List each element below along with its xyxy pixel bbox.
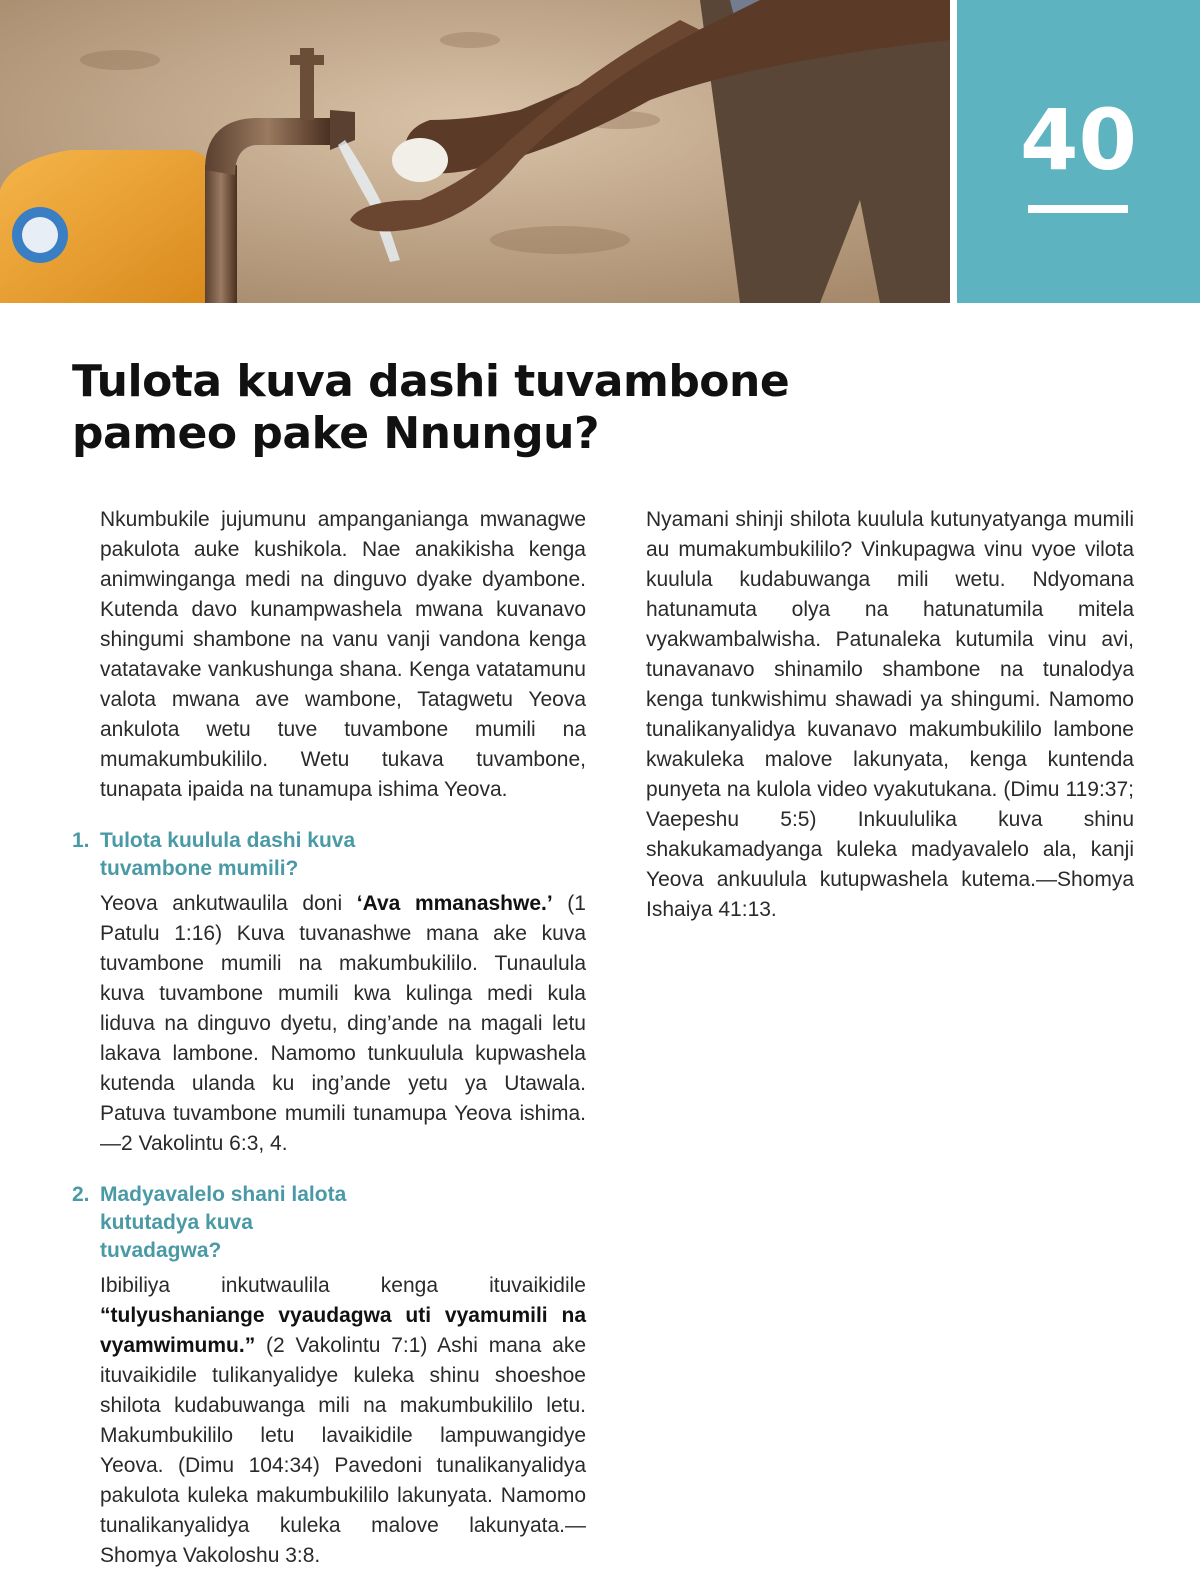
section-1-text-a: Yeova ankutwaulila doni [100, 892, 357, 915]
question-2-number: 2. [72, 1183, 90, 1206]
lesson-number: 40 [1020, 91, 1137, 189]
section-2-paragraph [72, 1271, 586, 1571]
section-2-paragraph-2: Nyamani shinji shilota kuulula kutunyatyanga mumili au mumakumbukililo? Vinkupagwa vinu vyoe vilota kuulula kudabuwanga mili wetu. Ndyomana hatunamuta olya na hatunatumila mitela vyakwambalwisha. Patunaleka kutumila vinu avi, tunavanavo shinamilo shambone na tunalodya kenga tunkwishimu shawadi ya shingumi. Namomo tunalikanyalidya kuvanavo makumbukililo lambone kwakuleka malove lakunyata, kenga kuntenda punyeta na kulola video vyakutukana. (Dimu 119:37; Vaepeshu 5:5) Inkuululika kuva shinu shakukamadyanga kuleka madyavalelo ala, kanji Yeova ankuulula kutupwashela kutema.—Shomya Ishaiya 41:13. [646, 508, 1134, 921]
right-column [646, 505, 1134, 925]
intro-paragraph: Nkumbukile jujumunu ampanganianga mwanagwe pakulota auke kushikola. Nae anakikisha kenga animwinganga medi na dinguvo dyake dyambone. Kutenda davo kunampwashela mwana kuvanavo shingumi shambone na vanu vanji vandona kenga vatatavake vankushunga shana. Kenga vatatamunu valota mwana ave wambone, Tatagwetu Yeova ankulota wetu tuve tuvambone mumili na mumakumbukililo. Wetu tukava tuvambone, tunapata ipaida na tunamupa ishima Yeova. [100, 508, 586, 801]
section-2-emphasis: “tulyushaniange vyaudagwa uti vyamumili na vyamwimumu.” [100, 1304, 586, 1357]
lesson-number-box [957, 0, 1200, 303]
question-1-heading [72, 827, 586, 883]
hero-photo [0, 0, 950, 303]
section-1-text-b: (1 Patulu 1:16) Kuva tuvanashwe mana ake kuva tuvambone mumili na makumbukililo. Tunaulula kuva tuvambone mumili kwa kulinga medi kula liduva na dinguvo dyetu, ding’ande na magali letu lakava lambone. Namomo tunkuulula kupwashela kutenda ulanda ku ing’ande yetu ya Utawala. Patuva tuvambone mumili tunamupa Yeova ishima.—2 Vakolintu 6:3, 4. [100, 892, 586, 1155]
section-1-paragraph [72, 889, 586, 1159]
handwashing-illustration [0, 0, 950, 303]
left-column [72, 505, 586, 1571]
question-2-heading [72, 1181, 586, 1265]
question-1-number: 1. [72, 829, 90, 852]
section-1-emphasis: ‘Ava mmanashwe.’ [356, 892, 553, 915]
lesson-underline [1028, 205, 1128, 213]
section-2-text-b: (2 Vakolintu 7:1) Ashi mana ake ituvaikidile tulikanyalidye kuleka shinu shoeshoe shilota kudabuwanga mili na makumbukililo letu. Makumbukililo letu lavaikidile lampuwangidye Yeova. (Dimu 104:34) Pavedoni tunalikanyalidya pakulota kuleka makumbukililo lakunyata. Namomo tunalikanyalidya kuleka malove lakunyata.—Shomya Vakoloshu 3:8. [100, 1334, 586, 1567]
question-1-text: Tulota kuulula dashi kuva tuvambone mumili? [100, 829, 356, 880]
page-title: Tulota kuva dashi tuvambone pameo pake Nnungu? [72, 356, 790, 459]
section-2-text-a: Ibibiliya inkutwaulila kenga ituvaikidile [100, 1274, 586, 1297]
question-2-text: Madyavalelo shani lalota kututadya kuva tuvadagwa? [100, 1183, 347, 1262]
